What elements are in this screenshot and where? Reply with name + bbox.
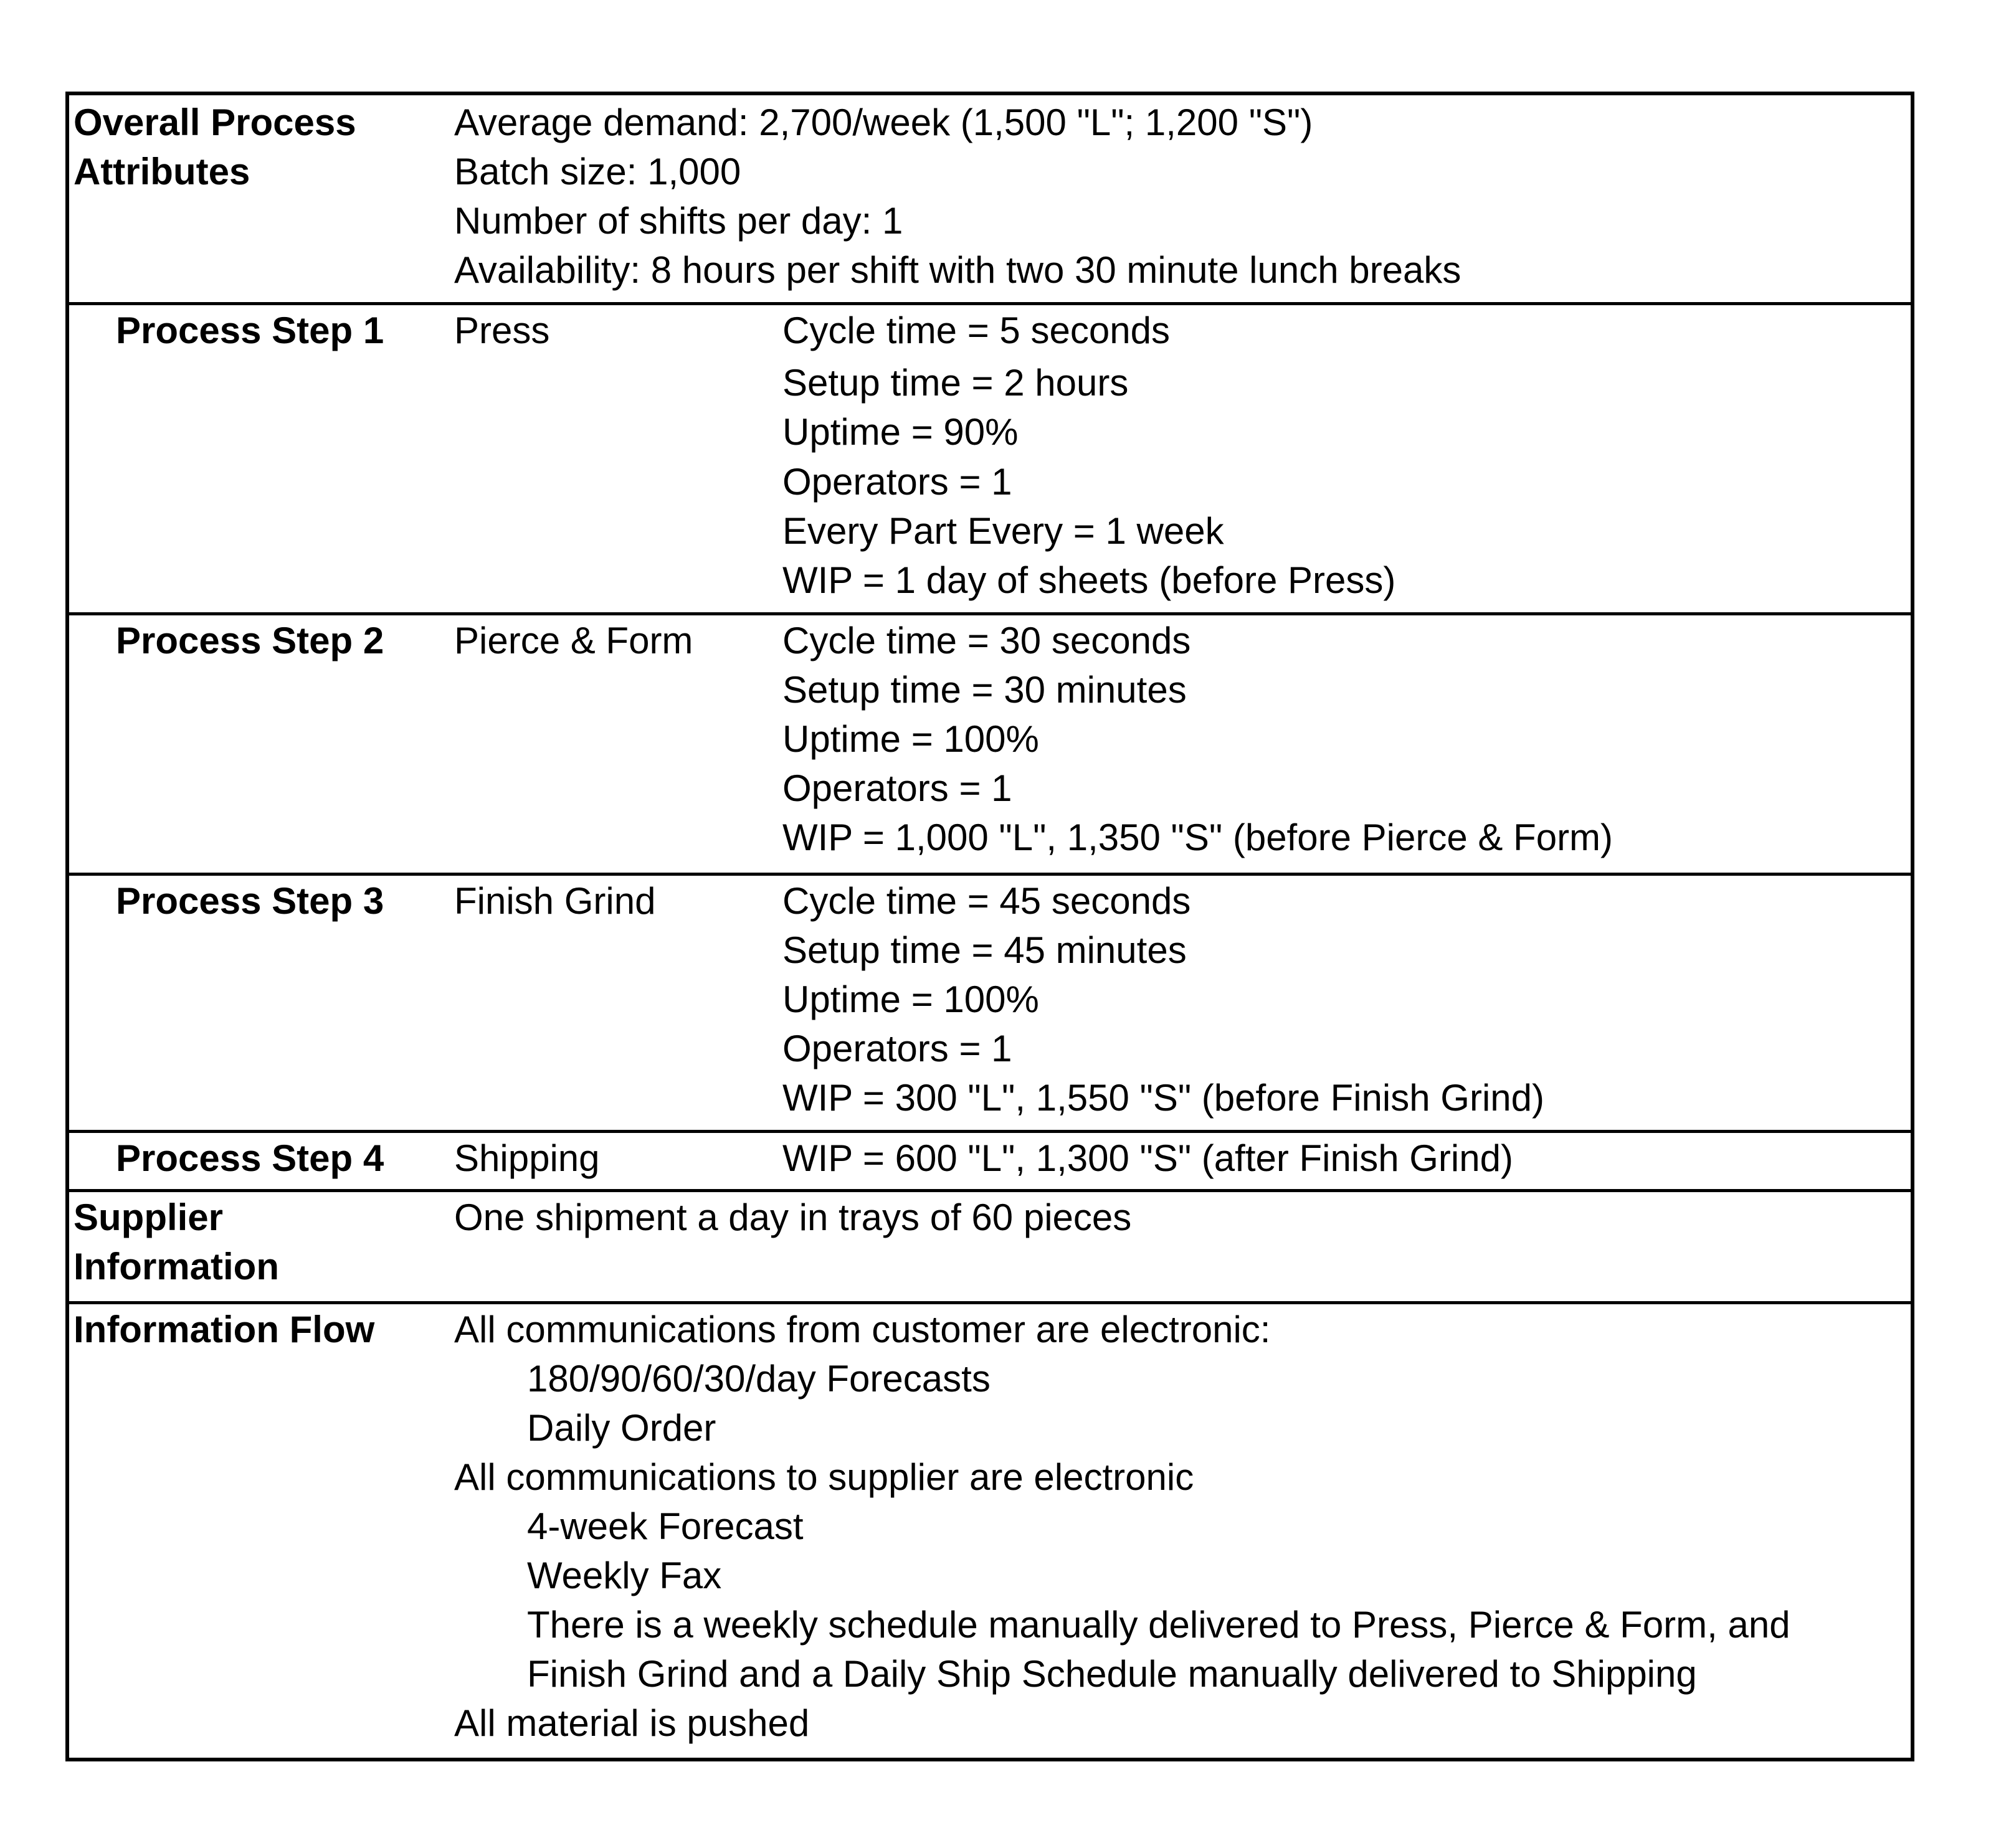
- information-flow-header: Information Flow: [74, 1309, 375, 1350]
- supplier-information-section: [69, 1192, 1911, 1304]
- process-step-2-section: [69, 615, 1911, 876]
- process-attributes-table: [65, 92, 1914, 1761]
- step-3-uptime: Uptime = 100%: [782, 978, 1039, 1020]
- process-step-4-header: Process Step 4: [116, 1137, 384, 1179]
- step-2-operators: Operators = 1: [782, 767, 1012, 809]
- step-3-cycle-time: Cycle time = 45 seconds: [782, 880, 1191, 922]
- overall-header-line-2: Attributes: [74, 151, 250, 192]
- step-1-uptime: Uptime = 90%: [782, 411, 1019, 453]
- process-step-1-header: Process Step 1: [116, 310, 384, 351]
- supplier-header-line-2: Information: [74, 1246, 279, 1287]
- overall-average-demand: Average demand: 2,700/week (1,500 "L"; 1,200 "S"): [454, 102, 1313, 143]
- process-step-2-header: Process Step 2: [116, 620, 384, 661]
- info-flow-daily-order: Daily Order: [527, 1407, 716, 1449]
- overall-header-line-1: Overall Process: [74, 102, 356, 143]
- overall-availability: Availability: 8 hours per shift with two 30 minute lunch breaks: [454, 249, 1461, 291]
- process-step-1-section: [69, 305, 1911, 615]
- step-3-setup-time: Setup time = 45 minutes: [782, 929, 1187, 971]
- information-flow-section: [69, 1304, 1911, 1758]
- step-2-cycle-time: Cycle time = 30 seconds: [782, 620, 1191, 661]
- step-2-uptime: Uptime = 100%: [782, 718, 1039, 760]
- info-flow-4-week-forecast: 4-week Forecast: [527, 1505, 804, 1547]
- step-3-wip: WIP = 300 "L", 1,550 "S" (before Finish Grind): [782, 1077, 1544, 1119]
- step-1-every-part-every: Every Part Every = 1 week: [782, 510, 1224, 552]
- process-step-3-name: Finish Grind: [454, 880, 656, 922]
- supplier-shipment-text: One shipment a day in trays of 60 pieces: [454, 1196, 1132, 1238]
- process-step-3-header: Process Step 3: [116, 880, 384, 922]
- step-1-wip: WIP = 1 day of sheets (before Press): [782, 559, 1396, 601]
- step-1-setup-time: Setup time = 2 hours: [782, 362, 1129, 404]
- step-1-operators: Operators = 1: [782, 461, 1012, 503]
- step-2-setup-time: Setup time = 30 minutes: [782, 669, 1187, 711]
- info-flow-material-pushed: All material is pushed: [454, 1702, 810, 1744]
- info-flow-forecasts: 180/90/60/30/day Forecasts: [527, 1358, 991, 1400]
- step-3-operators: Operators = 1: [782, 1028, 1012, 1069]
- supplier-header-line-1: Supplier: [74, 1196, 224, 1238]
- info-flow-weekly-schedule-line-2: Finish Grind and a Daily Ship Schedule manually delivered to Shipping: [527, 1653, 1697, 1695]
- step-4-wip: WIP = 600 "L", 1,300 "S" (after Finish Grind): [782, 1137, 1513, 1179]
- overall-batch-size: Batch size: 1,000: [454, 151, 741, 192]
- overall-shifts-per-day: Number of shifts per day: 1: [454, 200, 903, 242]
- info-flow-weekly-fax: Weekly Fax: [527, 1555, 722, 1596]
- process-step-4-section: [69, 1133, 1911, 1192]
- process-step-3-section: [69, 876, 1911, 1133]
- process-step-1-name: Press: [454, 310, 550, 351]
- step-1-cycle-time: Cycle time = 5 seconds: [782, 310, 1170, 351]
- info-flow-weekly-schedule-line-1: There is a weekly schedule manually delivered to Press, Pierce & Form, and: [527, 1604, 1790, 1646]
- process-step-2-name: Pierce & Form: [454, 620, 693, 661]
- info-flow-customer-comms: All communications from customer are electronic:: [454, 1309, 1271, 1350]
- info-flow-supplier-comms: All communications to supplier are electronic: [454, 1456, 1194, 1498]
- process-step-4-name: Shipping: [454, 1137, 600, 1179]
- step-2-wip: WIP = 1,000 "L", 1,350 "S" (before Pierce & Form): [782, 817, 1613, 858]
- overall-process-section: [69, 95, 1911, 305]
